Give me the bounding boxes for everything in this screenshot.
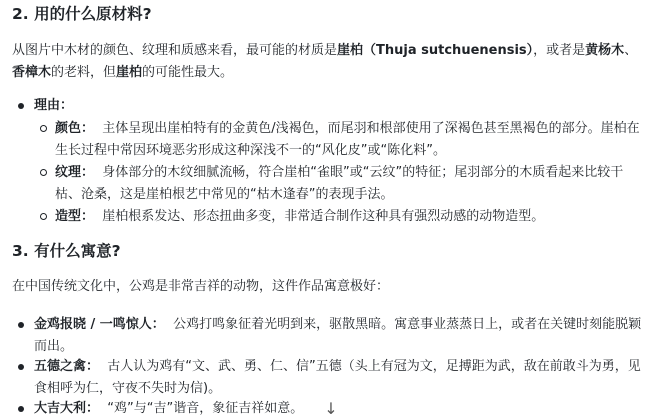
reason-item-label: 纹理：	[55, 165, 95, 180]
intro-bold-material: 崖柏	[116, 65, 143, 80]
arrow-down-icon[interactable]: ↓	[324, 398, 338, 418]
meaning-label: 五德之禽：	[34, 359, 100, 374]
intro-text: 的可能性最大。	[142, 65, 234, 80]
section-2-intro	[12, 40, 646, 84]
reason-item-label: 造型：	[55, 209, 95, 224]
section-3-intro: 在中国传统文化中，公鸡是非常吉祥的动物，这件作品寓意极好：	[12, 279, 390, 294]
reason-item-body: 身体部分的木纹细腻流畅，符合崖柏“雀眼”或“云纹”的特征；尾羽部分的木质看起来比较干枯、沧桑，这是崖柏根艺中常见的“枯木逢春”的表现手法。	[55, 165, 624, 202]
bullet-icon	[18, 103, 24, 109]
section-3-heading: 3. 有什么寓意?	[12, 242, 121, 260]
meaning-body: 公鸡打鸣象征着光明到来，驱散黑暗。寓意事业蒸蒸日上，或者在关键时刻能脱颖而出。	[34, 317, 642, 354]
meaning-item	[18, 314, 646, 358]
reason-label: 理由：	[34, 98, 74, 113]
meaning-body: 古人认为鸡有“文、武、勇、仁、信”五德（头上有冠为文，足搏距为武，敌在前敢斗为勇，见食相呼为仁，守夜不失时为信)。	[34, 359, 641, 396]
intro-text: ，或者是	[533, 43, 586, 58]
intro-bold-material: 崖柏（Thuja sutchuenensis）	[337, 43, 534, 58]
reason-text	[55, 162, 645, 206]
intro-text: 的老料，但	[51, 65, 117, 80]
intro-bold-material: 黄杨木	[585, 43, 625, 58]
meaning-text	[34, 356, 642, 400]
reason-item-body: 主体呈现出崖柏特有的金黄色/浅褐色，而尾羽和根部使用了深褐色甚至黑褐色的部分。崖柏在生长过程中常因环境恶劣形成这种深浅不一的“风化皮”或“陈化料”。	[55, 121, 640, 158]
reason-item-shape	[40, 206, 646, 228]
intro-bold-material: 香樟木	[12, 65, 52, 80]
meaning-label: 大吉大利：	[34, 401, 100, 416]
reason-text	[55, 206, 645, 228]
reason-item-texture	[40, 162, 646, 206]
reason-text	[55, 118, 645, 162]
meaning-label: 金鸡报晓 / 一鸣惊人：	[34, 317, 165, 332]
meaning-text	[34, 314, 642, 358]
bullet-icon	[40, 125, 47, 132]
reason-item-color	[40, 118, 646, 162]
bullet-icon	[18, 364, 24, 370]
bullet-icon	[18, 322, 24, 328]
meaning-item	[18, 356, 646, 400]
meaning-body: “鸡”与“吉”谐音，象征吉祥如意。	[107, 401, 304, 416]
bullet-icon	[40, 169, 47, 176]
reason-item-label: 颜色：	[55, 121, 95, 136]
reason-item-body: 崖柏根系发达、形态扭曲多变，非常适合制作这种具有强烈动感的动物造型。	[102, 209, 545, 224]
bullet-icon	[40, 213, 47, 220]
section-2-heading: 2. 用的什么原材料?	[12, 5, 152, 23]
reason-list-item	[18, 95, 646, 117]
intro-text: 从图片中木材的颜色、纹理和质感来看，最可能的材质是	[12, 43, 338, 58]
bullet-icon	[18, 406, 24, 412]
intro-text: 、	[624, 43, 638, 58]
